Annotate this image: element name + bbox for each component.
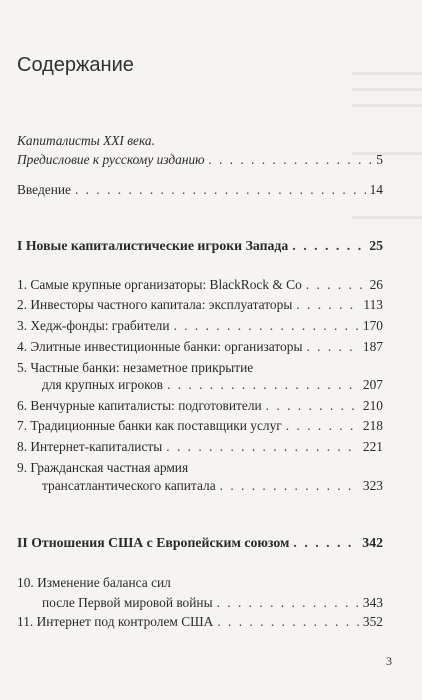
toc-page-number: 323 bbox=[362, 478, 383, 493]
dot-leader bbox=[296, 297, 359, 313]
toc-page-number: 170 bbox=[362, 318, 383, 333]
toc-entry-label: 8. Интернет-капиталисты bbox=[17, 439, 163, 454]
toc-entry-label-cont: трансатлантического капитала bbox=[42, 478, 216, 493]
dot-leader bbox=[293, 535, 358, 551]
toc-entry-label: Введение bbox=[17, 182, 71, 197]
toc-entry-4[interactable] bbox=[17, 339, 383, 355]
toc-section-1[interactable] bbox=[17, 238, 383, 254]
toc-entry-intro[interactable] bbox=[17, 182, 383, 198]
dot-leader bbox=[220, 478, 359, 494]
toc-section-label: I Новые капиталистические игроки Запада bbox=[17, 238, 289, 253]
toc-page-number: 207 bbox=[362, 377, 383, 392]
toc-entry-11[interactable] bbox=[17, 614, 383, 630]
dot-leader bbox=[209, 152, 373, 168]
dot-leader bbox=[266, 398, 359, 414]
dot-leader bbox=[217, 614, 359, 630]
toc-page-number: 343 bbox=[362, 595, 383, 610]
page-title: Содержание bbox=[17, 54, 134, 76]
toc-page-number: 113 bbox=[363, 297, 383, 312]
toc-entry-9[interactable] bbox=[17, 478, 383, 494]
bleed-through-line bbox=[352, 88, 422, 91]
toc-entry-9-line1[interactable]: 9. Гражданская частная армия bbox=[17, 460, 189, 475]
toc-page-number: 14 bbox=[369, 182, 383, 197]
toc-page-number: 210 bbox=[362, 398, 383, 413]
toc-entry-10-line1[interactable]: 10. Изменение баланса сил bbox=[17, 575, 171, 590]
dot-leader bbox=[166, 439, 359, 455]
bleed-through-line bbox=[352, 72, 422, 75]
dot-leader bbox=[306, 277, 366, 293]
toc-entry-label: 1. Самые крупные организаторы: BlackRock & Co bbox=[17, 277, 302, 292]
toc-section-label: II Отношения США с Европейским союзом bbox=[17, 535, 290, 550]
toc-entry-1[interactable] bbox=[17, 277, 383, 293]
toc-entry-5[interactable] bbox=[17, 377, 383, 393]
toc-entry-label: Предисловие к русскому изданию bbox=[17, 152, 205, 167]
dot-leader bbox=[75, 182, 366, 198]
dot-leader bbox=[286, 418, 359, 434]
page-number: 3 bbox=[386, 654, 392, 668]
toc-page-number: 218 bbox=[362, 418, 383, 433]
toc-entry-8[interactable] bbox=[17, 439, 383, 455]
toc-page-number: 342 bbox=[362, 535, 383, 550]
toc-entry-7[interactable] bbox=[17, 418, 383, 434]
bleed-through-line bbox=[352, 216, 422, 219]
toc-page-number: 221 bbox=[362, 439, 383, 454]
dot-leader bbox=[174, 318, 359, 334]
toc-entry-3[interactable] bbox=[17, 318, 383, 334]
toc-page-number: 187 bbox=[362, 339, 383, 354]
bleed-through-line bbox=[352, 104, 422, 107]
dot-leader bbox=[217, 595, 359, 611]
toc-entry-6[interactable] bbox=[17, 398, 383, 414]
toc-entry-10[interactable] bbox=[17, 595, 383, 611]
dot-leader bbox=[306, 339, 358, 355]
toc-entry-label: 7. Традиционные банки как поставщики услуг bbox=[17, 418, 282, 433]
dot-leader bbox=[167, 377, 359, 393]
toc-entry-label: 6. Венчурные капиталисты: подготовители bbox=[17, 398, 262, 413]
toc-page-number: 5 bbox=[376, 152, 383, 167]
toc-page-number: 352 bbox=[362, 614, 383, 629]
toc-entry-label: 11. Интернет под контролем США bbox=[17, 614, 214, 629]
toc-section-2[interactable] bbox=[17, 535, 383, 551]
dot-leader bbox=[292, 238, 365, 254]
toc-entry-2[interactable] bbox=[17, 297, 383, 313]
toc-entry-label-cont: для крупных игроков bbox=[42, 377, 163, 392]
toc-entry-5-line1[interactable]: 5. Частные банки: незаметное прикрытие bbox=[17, 360, 254, 375]
toc-entry-label-cont: после Первой мировой войны bbox=[42, 595, 213, 610]
toc-entry-label: 3. Хедж-фонды: грабители bbox=[17, 318, 170, 333]
toc-entry-label: 2. Инвесторы частного капитала: эксплуататоры bbox=[17, 297, 293, 312]
toc-entry-preface[interactable] bbox=[17, 152, 383, 168]
preface-line1: Капиталисты XXI века. bbox=[17, 133, 155, 148]
toc-page-number: 26 bbox=[369, 277, 383, 292]
toc-entry-label: 4. Элитные инвестиционные банки: организаторы bbox=[17, 339, 303, 354]
toc-page-number: 25 bbox=[369, 238, 383, 253]
